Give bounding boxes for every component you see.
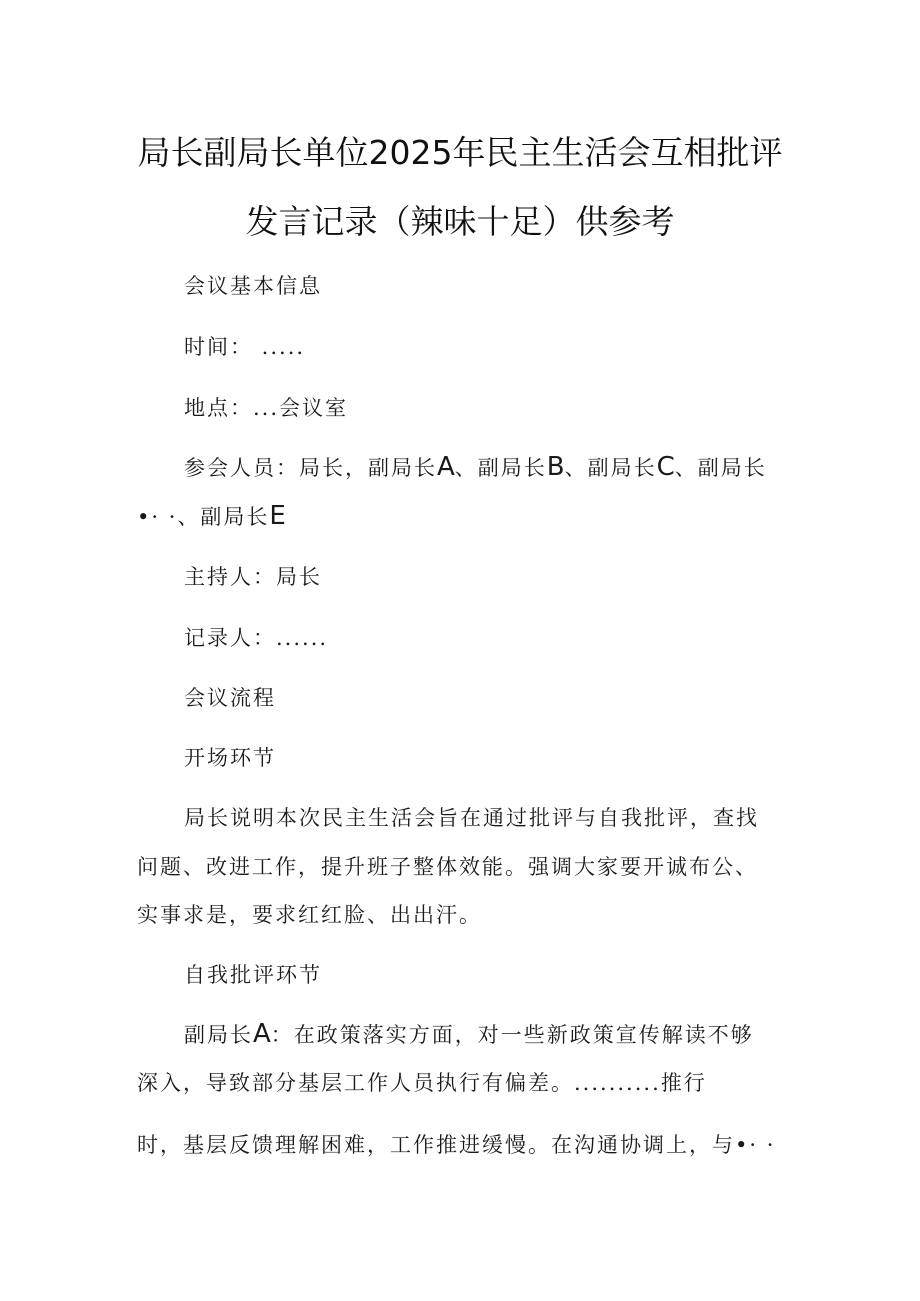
attendees-text: •· ·、副局长 xyxy=(137,505,270,529)
deputy-a-paragraph-line-2: 深入，导致部分基层工作人员执行有偏差。..........推行 xyxy=(137,1071,707,1095)
opening-paragraph-line-1: 局长说明本次民主生活会旨在通过批评与自我批评，查找 xyxy=(184,806,759,830)
attendee-a: A xyxy=(437,452,455,482)
document-title-line-2: 发言记录（辣味十足）供参考 xyxy=(245,202,675,241)
attendees-separator: 、副局长 xyxy=(564,456,657,480)
meeting-time: 时间： ..... xyxy=(184,335,306,359)
self-criticism-heading: 自我批评环节 xyxy=(184,963,322,987)
meeting-place: 地点：...会议室 xyxy=(184,396,349,420)
meeting-host: 主持人：局长 xyxy=(184,565,322,589)
meeting-attendees-line-2 xyxy=(137,502,286,531)
attendees-separator: 、副局长 xyxy=(454,456,547,480)
document-title-line-1: 局长副局长单位2025年民主生活会互相批评 xyxy=(137,133,783,172)
attendee-c: C xyxy=(656,452,675,482)
deputy-a-prefix: 副局长 xyxy=(184,1023,253,1047)
meeting-recorder: 记录人：...... xyxy=(184,626,329,650)
attendees-separator: 、副局长 xyxy=(674,456,767,480)
process-heading: 会议流程 xyxy=(184,686,276,710)
meeting-attendees-line-1 xyxy=(184,453,767,482)
meeting-info-heading: 会议基本信息 xyxy=(184,274,322,298)
opening-paragraph-line-3: 实事求是，要求红红脸、出出汗。 xyxy=(137,903,482,927)
attendees-text: 参会人员：局长，副局长 xyxy=(184,456,437,480)
deputy-a-paragraph-line-3: 时，基层反馈理解困难，工作推进缓慢。在沟通协调上，与•· · xyxy=(137,1133,776,1157)
deputy-a-text: ：在政策落实方面，对一些新政策宣传解读不够 xyxy=(270,1023,754,1047)
attendee-e: E xyxy=(269,501,286,531)
deputy-a-paragraph-line-1 xyxy=(184,1020,754,1049)
attendee-b: B xyxy=(546,452,565,482)
deputy-a-letter: A xyxy=(253,1019,271,1049)
opening-heading: 开场环节 xyxy=(184,746,276,770)
opening-paragraph-line-2: 问题、改进工作，提升班子整体效能。强调大家要开诚布公、 xyxy=(137,855,758,879)
